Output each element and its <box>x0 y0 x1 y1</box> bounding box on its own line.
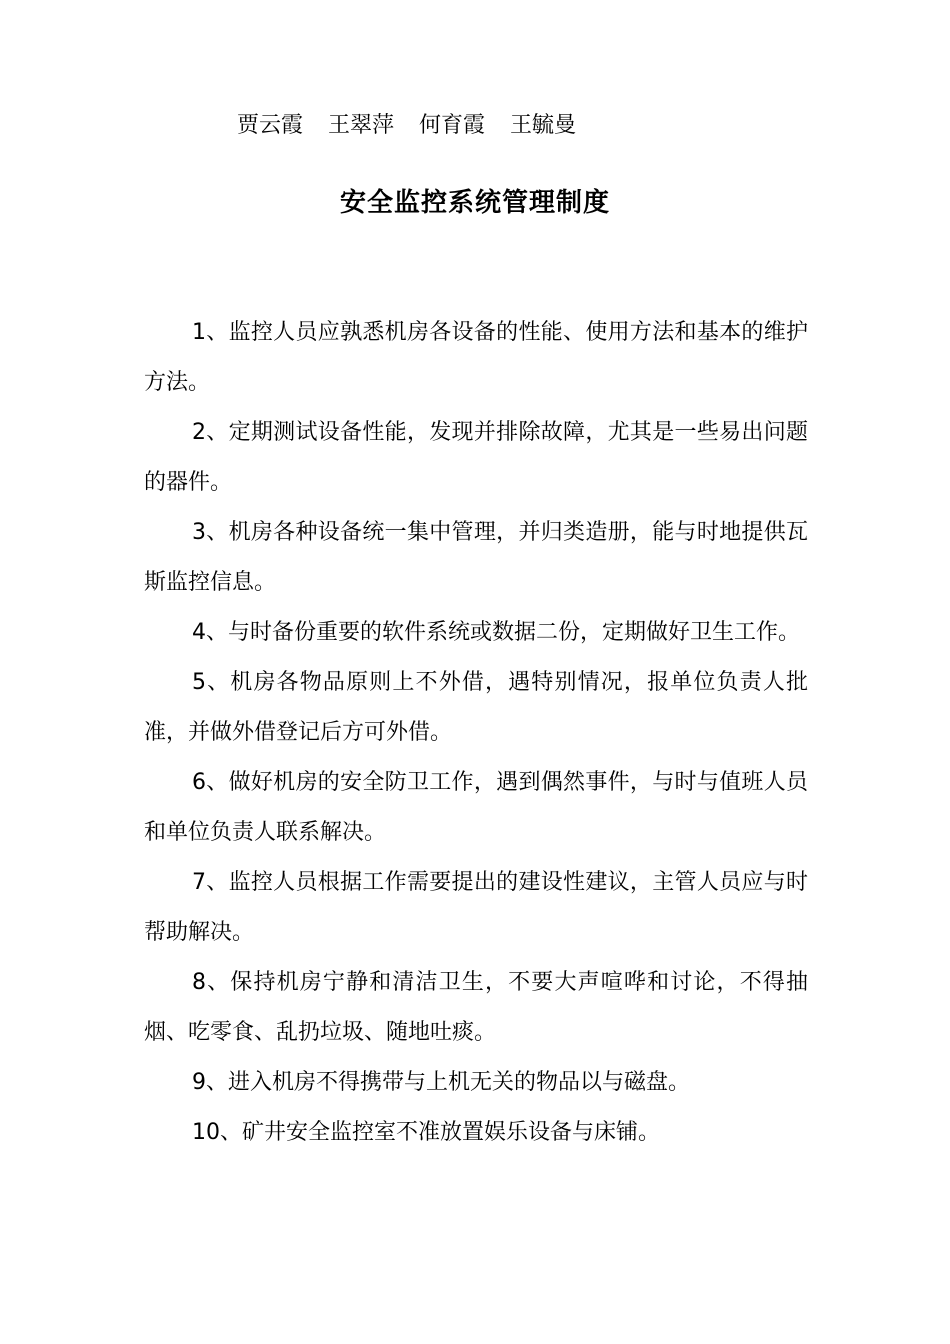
clause-paragraph: 7、监控人员根据工作需要提出的建设性建议，主管人员应与时帮助解决。 <box>144 870 808 945</box>
clause-paragraph: 3、机房各种设备统一集中管理，并归类造册，能与时地提供瓦斯监控信息。 <box>144 520 808 595</box>
clause-paragraph: 5、机房各物品原则上不外借，遇特别情况，报单位负责人批准，并做外借登记后方可外借。 <box>144 670 808 745</box>
clause-paragraph: 4、与时备份重要的软件系统或数据二份，定期做好卫生工作。 <box>192 620 800 645</box>
clause-paragraph: 10、矿井安全监控室不准放置娱乐设备与床铺。 <box>192 1120 660 1145</box>
author-list <box>237 108 594 144</box>
author-name: 贾云霞 <box>237 113 304 138</box>
author-name: 何育霞 <box>419 113 486 138</box>
clause-paragraph: 6、做好机房的安全防卫工作，遇到偶然事件，与时与值班人员和单位负责人联系解决。 <box>144 770 808 845</box>
clause-paragraph: 1、监控人员应孰悉机房各设备的性能、使用方法和基本的维护方法。 <box>144 320 808 395</box>
clause-paragraph: 9、进入机房不得携带与上机无关的物品以与磁盘。 <box>192 1070 690 1095</box>
clause-paragraph: 8、保持机房宁静和清洁卫生，不要大声喧哗和讨论，不得抽烟、吃零食、乱扔垃圾、随地吐痰。 <box>144 970 808 1045</box>
author-name: 王毓曼 <box>510 113 577 138</box>
clause-list <box>144 308 808 1158</box>
document-title: 安全监控系统管理制度 <box>339 188 610 218</box>
clause-paragraph: 2、定期测试设备性能，发现并排除故障，尤其是一些易出问题的器件。 <box>144 420 808 495</box>
author-name: 王翠萍 <box>328 113 395 138</box>
